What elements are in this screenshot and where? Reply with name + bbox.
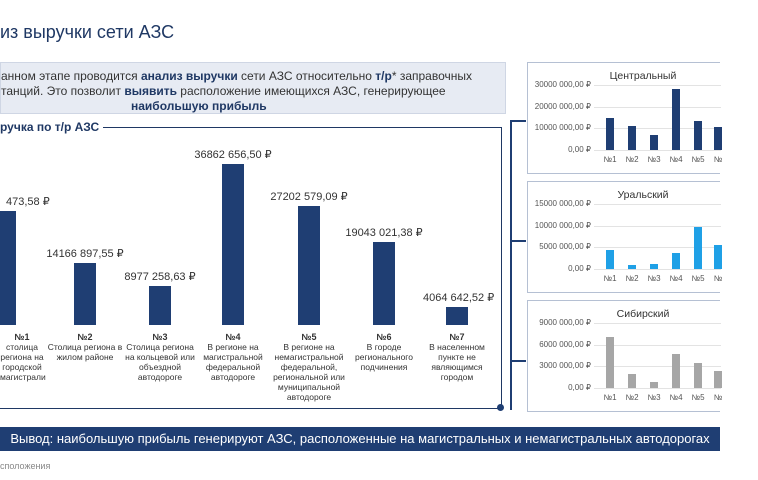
mini-category-6: № (713, 155, 723, 164)
main-chart-plot (0, 128, 502, 410)
mini-gridline (594, 150, 721, 151)
chart-central-title: Центральный (609, 70, 677, 82)
main-chart-title: ручка по т/р АЗС (0, 120, 103, 134)
intro-line-3: наибольшую прибыль (131, 99, 267, 113)
main-value-label-6: 19043 021,38 ₽ (345, 226, 423, 239)
mini-bar-4 (672, 89, 680, 150)
mini-bar-2 (628, 265, 636, 269)
mini-category-5: №5 (691, 155, 705, 164)
connector-bottom (510, 360, 526, 362)
mini-category-6: № (713, 274, 723, 283)
main-value-label-2: 14166 897,55 ₽ (46, 248, 124, 261)
main-revenue-chart (0, 120, 502, 409)
mini-gridline (594, 107, 721, 108)
mini-gridline (594, 323, 721, 324)
source-note: сположения (0, 461, 51, 471)
mini-bar-5 (694, 363, 702, 388)
mini-category-2: №2 (625, 155, 639, 164)
main-bar-6 (373, 242, 395, 325)
mini-ytick: 0,00 ₽ (568, 145, 591, 154)
mini-bar-5 (694, 121, 702, 150)
mini-ytick: 30000 000,00 ₽ (534, 80, 591, 89)
mini-bar-1 (606, 118, 614, 151)
mini-bar-6 (714, 127, 722, 150)
mini-ytick: 9000 000,00 ₽ (539, 318, 591, 327)
intro-line-2: танций. Это позволит выявить расположение имеющихся АЗС, генерирующее (1, 84, 446, 98)
connector-line (510, 120, 512, 410)
main-category-7: №7 В населенном пункте не являющимся городом (429, 332, 485, 382)
mini-ytick: 3000 000,00 ₽ (539, 361, 591, 371)
mini-gridline (594, 388, 721, 389)
main-bar-7 (446, 307, 468, 325)
main-bar-5 (298, 206, 320, 325)
intro-line-1: анном этапе проводится анализ выручки сети АЗС относительно т/р* заправочных (1, 69, 472, 83)
conclusion-banner: Вывод: наибольшую прибыль генерируют АЗС, расположенные на магистральных и немагистральных автодорогах (0, 427, 720, 451)
main-value-label-1: 473,58 ₽ (6, 196, 50, 209)
main-value-label-5: 27202 579,09 ₽ (270, 190, 348, 203)
chart-central (527, 62, 723, 174)
main-value-label-3: 8977 258,63 ₽ (124, 270, 196, 283)
mini-bar-2 (628, 374, 636, 388)
mini-category-3: №3 (647, 155, 661, 164)
mini-ytick: 10000 000,00 ₽ (534, 220, 591, 230)
chart-siberian-title: Сибирский (616, 308, 670, 320)
chart-siberian (527, 300, 723, 412)
mini-bar-4 (672, 354, 680, 388)
main-category-2: №2 Столица региона в жилом районе (47, 332, 123, 362)
mini-category-4: №4 (669, 274, 683, 283)
mini-bar-3 (650, 135, 658, 150)
intro-box (0, 62, 506, 114)
connector-mid (510, 240, 526, 242)
main-bar-2 (74, 263, 96, 325)
mini-category-1: №1 (603, 274, 617, 283)
mini-ytick: 0,00 ₽ (568, 383, 591, 392)
main-value-label-7: 4064 642,52 ₽ (423, 292, 495, 305)
mini-ytick: 5000 000,00 ₽ (539, 242, 591, 252)
mini-category-2: №2 (625, 393, 639, 402)
mini-gridline (594, 269, 721, 270)
mini-category-4: №4 (669, 155, 683, 164)
mini-bar-6 (714, 245, 722, 269)
mini-category-3: №3 (647, 393, 661, 402)
mini-ytick: 20000 000,00 ₽ (534, 101, 591, 111)
mini-gridline (594, 85, 721, 86)
mini-bar-4 (672, 253, 680, 269)
mini-category-1: №1 (603, 393, 617, 402)
main-category-6: №6 В городе регионального подчинения (355, 332, 413, 372)
main-bar-4 (222, 164, 244, 325)
main-bar-3 (149, 286, 171, 325)
mini-ytick: 6000 000,00 ₽ (539, 339, 591, 349)
mini-category-5: №5 (691, 274, 705, 283)
main-value-label-4: 36862 656,50 ₽ (194, 148, 272, 161)
mini-category-5: №5 (691, 393, 705, 402)
main-bar-1 (0, 211, 16, 325)
mini-bar-3 (650, 264, 658, 269)
main-category-1: №1 столица региона на городской магистрали (0, 332, 46, 382)
mini-bar-5 (694, 227, 702, 269)
page-title: из выручки сети АЗС (0, 22, 175, 42)
mini-category-4: №4 (669, 393, 683, 402)
main-category-5: №5 В регионе на немагистральной федеральной, региональной или муниципальной автодороге (273, 332, 345, 402)
mini-ytick: 15000 000,00 ₽ (534, 199, 591, 208)
mini-category-2: №2 (625, 274, 639, 283)
mini-category-3: №3 (647, 274, 661, 283)
main-category-4: №4 В регионе на магистральной федеральной автодороге (203, 332, 263, 382)
chart-ural-title: Уральский (617, 189, 669, 201)
mini-category-6: № (713, 393, 723, 402)
mini-bar-1 (606, 337, 614, 388)
chart-ural (527, 181, 723, 293)
mini-bar-1 (606, 250, 614, 269)
mini-ytick: 0,00 ₽ (568, 264, 591, 273)
mini-gridline (594, 204, 721, 205)
mini-bar-2 (628, 126, 636, 150)
main-category-3: №3 Столица региона на кольцевой или объездной автодороге (125, 332, 195, 382)
mini-bar-6 (714, 371, 722, 388)
connector-top (510, 120, 526, 122)
mini-category-1: №1 (603, 155, 617, 164)
connector-dot (497, 404, 504, 411)
mini-bar-3 (650, 382, 658, 388)
mini-ytick: 10000 000,00 ₽ (534, 123, 591, 133)
